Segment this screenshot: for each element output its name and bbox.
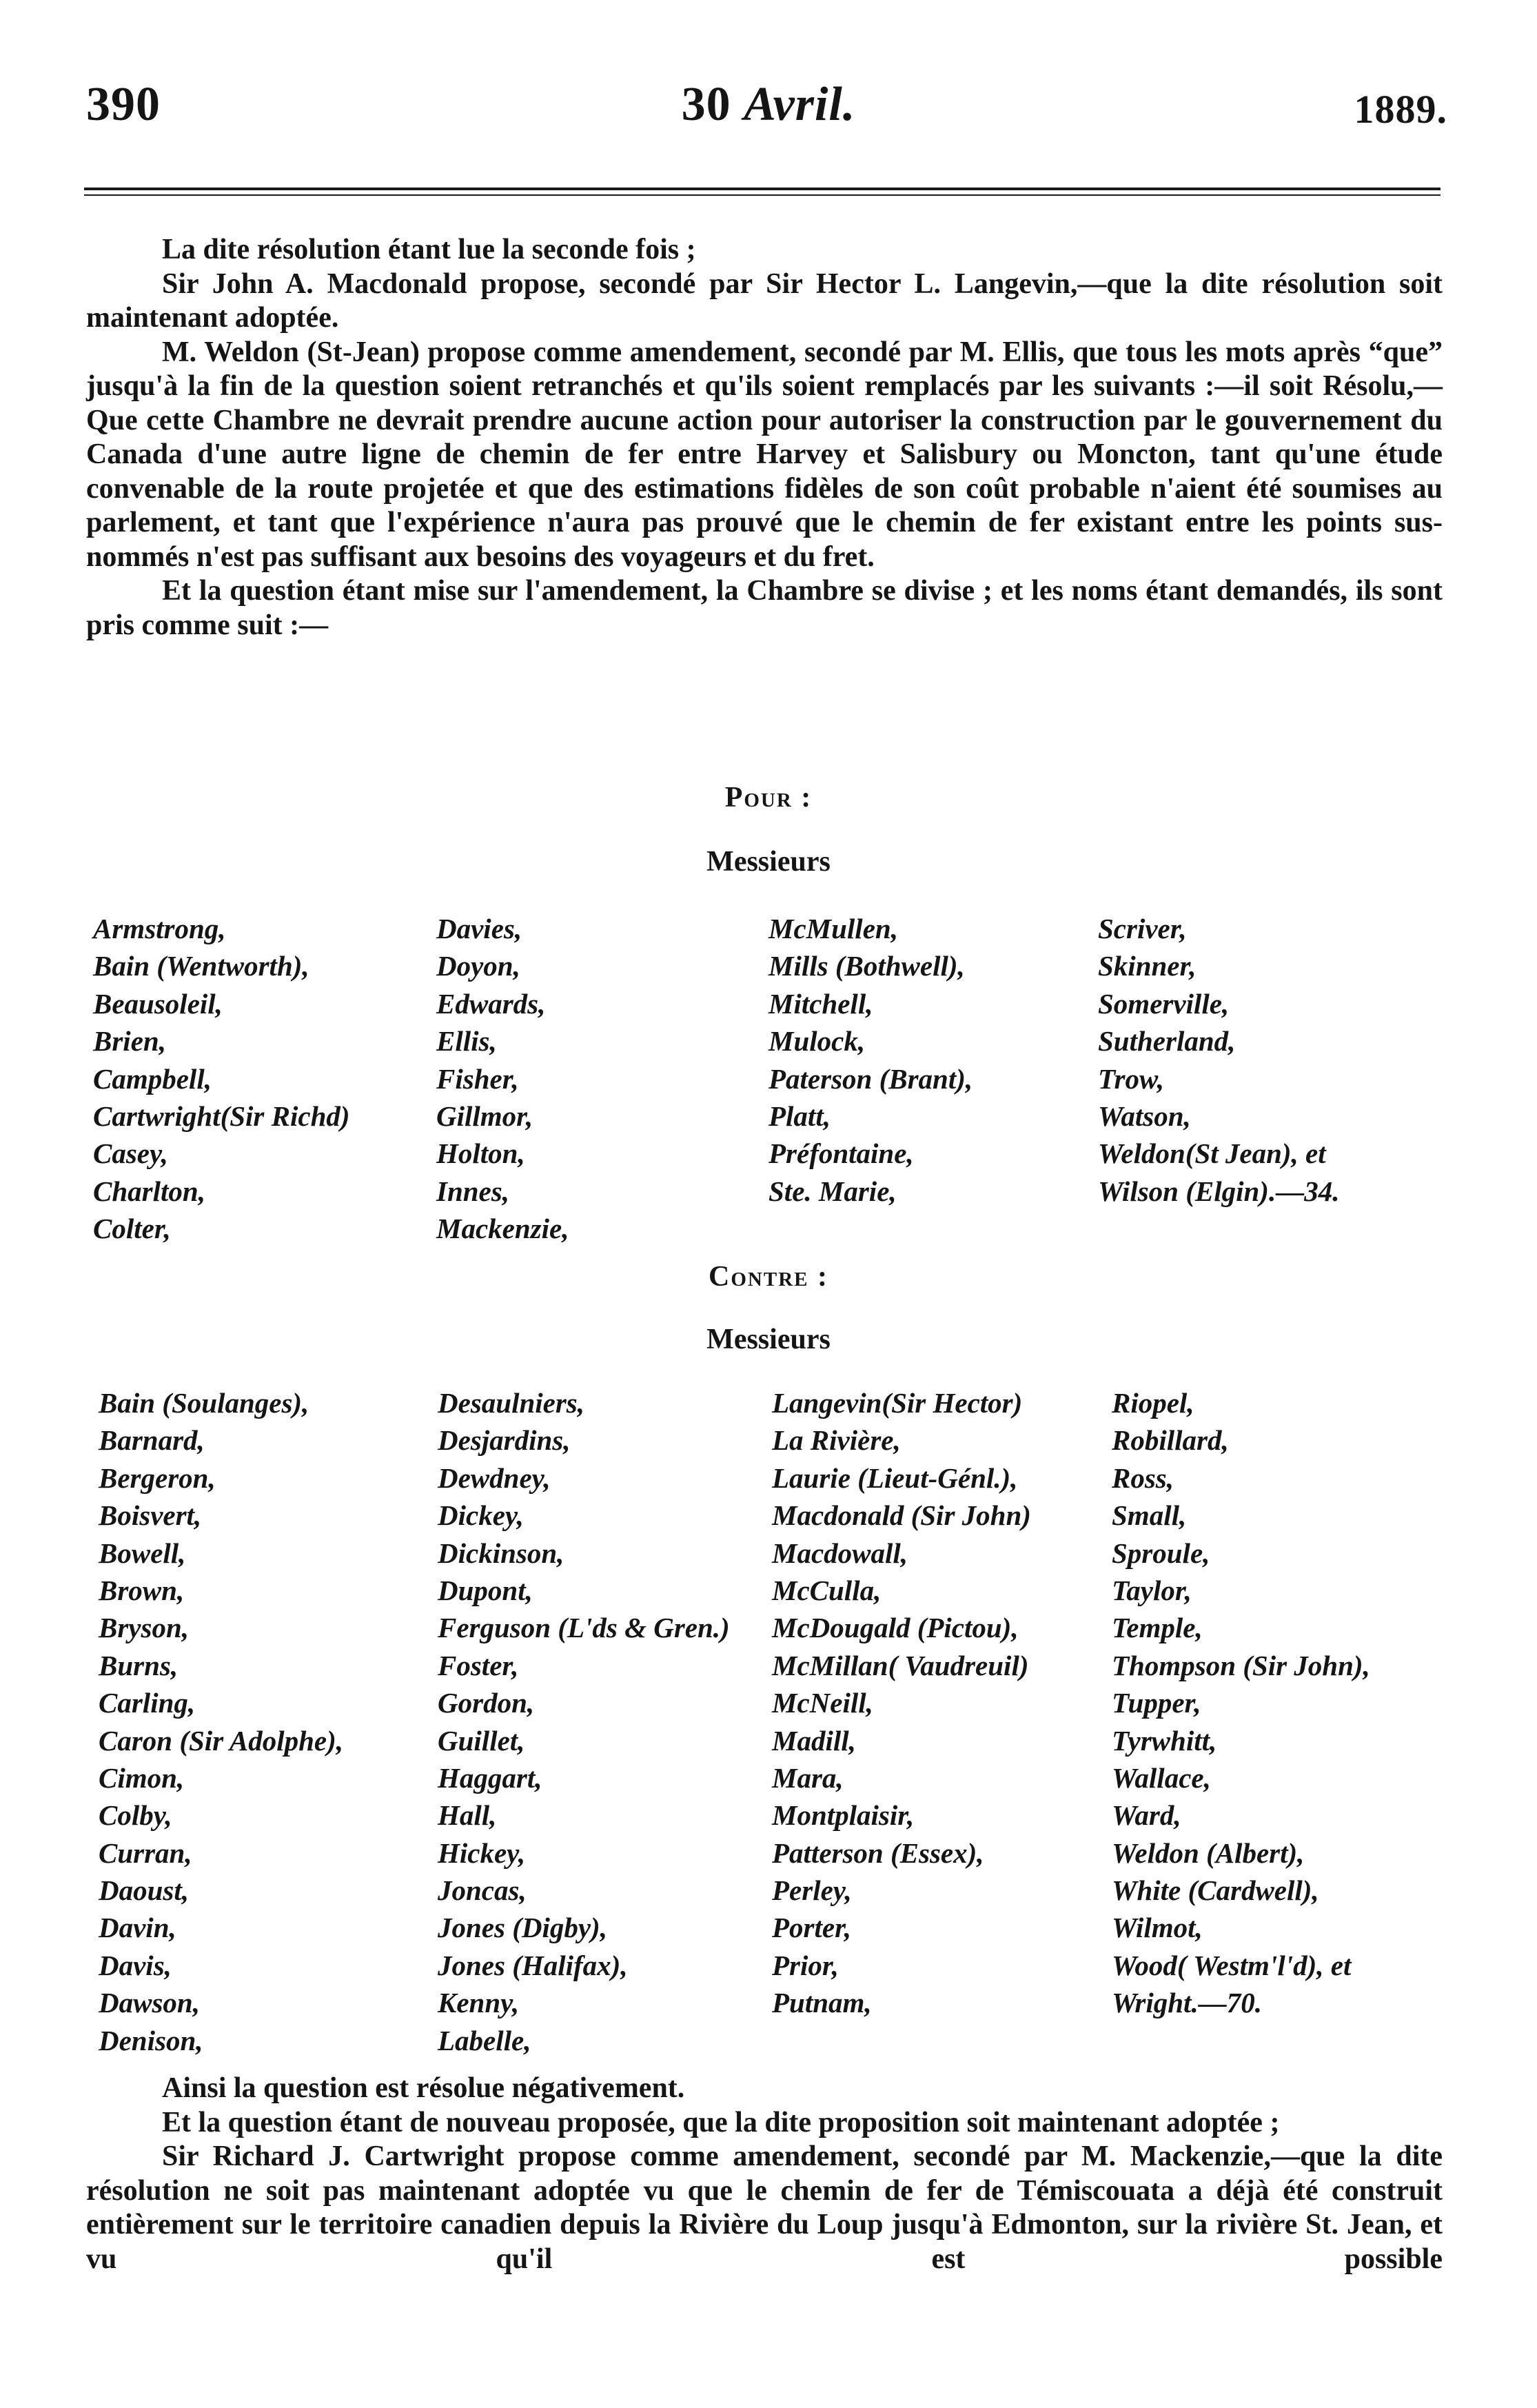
member-name: Davis, bbox=[99, 1949, 172, 1981]
paragraph: M. Weldon (St-Jean) propose comme amendement, secondé par M. Ellis, que tous les mots après “que” jusqu'à la fin de la question soient retranchés et qu'ils soient remplacés par les suivants :—il soit Résolu,—Que cette Chambre ne devrait prendre aucune action pour autoriser la construction par le gouvernement du Canada d'une autre ligne de chemin de fer entre Harvey et Salisbury ou Moncton, tant qu'une étude convenable de la route projetée et que des estimations fidèles de son coût probable n'aient été soumises au parlement, et tant que l'expérience n'aura pas prouvé que le chemin de fer existant entre les points sus-nommés n'est pas suffisant aux besoins des voyageurs et du fret. bbox=[86, 336, 1443, 573]
member-name: Riopel, bbox=[1112, 1387, 1194, 1419]
member-name: Dickey, bbox=[438, 1499, 524, 1532]
member-name: Edwards, bbox=[436, 987, 546, 1020]
member-name: Hickey, bbox=[438, 1837, 526, 1869]
contre-column bbox=[99, 1384, 343, 2059]
contre-heading: Contre : bbox=[709, 1261, 828, 1293]
member-name: Wilson (Elgin).—34. bbox=[1098, 1175, 1340, 1207]
member-name: Platt, bbox=[768, 1100, 831, 1132]
member-name: Wilmot, bbox=[1112, 1912, 1203, 1944]
member-name: Bryson, bbox=[99, 1612, 190, 1644]
member-name: Wood( Westm'l'd), et bbox=[1112, 1949, 1352, 1981]
member-name: Macdonald (Sir John) bbox=[772, 1499, 1031, 1532]
header-rule bbox=[84, 188, 1441, 190]
member-name: Langevin(Sir Hector) bbox=[772, 1387, 1023, 1419]
member-name: Joncas, bbox=[438, 1874, 527, 1907]
member-name: Watson, bbox=[1098, 1100, 1191, 1132]
member-name: Perley, bbox=[772, 1874, 852, 1907]
header-rule-thin bbox=[84, 194, 1441, 196]
member-name: Prior, bbox=[772, 1949, 839, 1981]
member-name: Holton, bbox=[436, 1137, 525, 1170]
member-name: Labelle, bbox=[438, 2024, 531, 2056]
pour-column bbox=[93, 910, 350, 1248]
member-name: Barnard, bbox=[99, 1424, 205, 1457]
member-name: Bain (Soulanges), bbox=[99, 1387, 309, 1419]
member-name: Ward, bbox=[1112, 1799, 1181, 1832]
member-name: Mara, bbox=[772, 1761, 844, 1794]
page-number: 390 bbox=[86, 78, 161, 131]
member-name: Ferguson (L'ds & Gren.) bbox=[438, 1612, 730, 1644]
member-name: Madill, bbox=[772, 1724, 856, 1757]
member-name: Haggart, bbox=[438, 1761, 542, 1794]
member-name: Jones (Halifax), bbox=[438, 1949, 628, 1981]
pour-column bbox=[1098, 910, 1339, 1210]
member-name: Guillet, bbox=[438, 1724, 525, 1757]
member-name: Armstrong, bbox=[93, 913, 226, 944]
member-name: McMillan( Vaudreuil) bbox=[772, 1649, 1029, 1681]
member-name: Carling, bbox=[99, 1687, 196, 1719]
member-name: La Rivière, bbox=[772, 1424, 901, 1457]
contre-column bbox=[772, 1384, 1031, 2022]
member-name: Taylor, bbox=[1112, 1574, 1192, 1606]
member-name: Brown, bbox=[99, 1574, 185, 1606]
member-name: Wright.—70. bbox=[1112, 1987, 1262, 2019]
paragraph: Sir John A. Macdonald propose, secondé par Sir Hector L. Langevin,—que la dite résolution soit maintenant adoptée. bbox=[86, 267, 1443, 334]
member-name: Daoust, bbox=[99, 1874, 190, 1907]
member-name: Gordon, bbox=[438, 1687, 535, 1719]
member-name: Mills (Bothwell), bbox=[768, 950, 965, 982]
contre-subheading: Messieurs bbox=[706, 1324, 831, 1355]
member-name: Colter, bbox=[93, 1213, 171, 1245]
member-name: Sproule, bbox=[1112, 1537, 1210, 1569]
member-name: Thompson (Sir John), bbox=[1112, 1649, 1370, 1681]
member-name: Bowell, bbox=[99, 1537, 186, 1569]
member-name: McNeill, bbox=[772, 1687, 873, 1719]
member-name: Fisher, bbox=[436, 1062, 519, 1095]
member-name: Patterson (Essex), bbox=[772, 1837, 984, 1869]
member-name: Paterson (Brant), bbox=[768, 1062, 973, 1095]
member-name: Boisvert, bbox=[99, 1499, 202, 1532]
member-name: Colby, bbox=[99, 1799, 172, 1832]
member-name: Casey, bbox=[93, 1137, 168, 1170]
member-name: Wallace, bbox=[1112, 1761, 1211, 1794]
member-name: Scriver, bbox=[1098, 913, 1187, 944]
member-name: Davies, bbox=[436, 913, 522, 944]
member-name: McMullen, bbox=[768, 913, 898, 944]
paragraph: La dite résolution étant lue la seconde fois ; bbox=[162, 234, 696, 265]
closing-paragraphs bbox=[86, 2072, 1443, 2276]
member-name: Préfontaine, bbox=[768, 1137, 914, 1170]
member-name: Campbell, bbox=[93, 1062, 212, 1095]
member-name: Gillmor, bbox=[436, 1100, 533, 1132]
member-name: Putnam, bbox=[772, 1987, 872, 2019]
member-name: Tupper, bbox=[1112, 1687, 1201, 1719]
member-name: Doyon, bbox=[436, 950, 520, 982]
member-name: Montplaisir, bbox=[772, 1799, 915, 1832]
member-name: Laurie (Lieut-Génl.), bbox=[772, 1461, 1018, 1494]
member-name: Cartwright(Sir Richd) bbox=[93, 1100, 350, 1132]
member-name: Bain (Wentworth), bbox=[93, 950, 309, 982]
member-name: Mulock, bbox=[768, 1025, 866, 1058]
pour-column bbox=[436, 910, 569, 1248]
member-name: Foster, bbox=[438, 1649, 519, 1681]
member-name: McDougald (Pictou), bbox=[772, 1612, 1019, 1644]
page-year: 1889. bbox=[1354, 87, 1447, 132]
member-name: Beausoleil, bbox=[93, 987, 223, 1020]
pour-subheading: Messieurs bbox=[706, 846, 831, 878]
member-name: Trow, bbox=[1098, 1062, 1165, 1095]
member-name: Desaulniers, bbox=[438, 1387, 585, 1419]
member-name: Robillard, bbox=[1112, 1424, 1229, 1457]
member-name: Tyrwhitt, bbox=[1112, 1724, 1217, 1757]
member-name: Ste. Marie, bbox=[768, 1175, 897, 1207]
member-name: Charlton, bbox=[93, 1175, 205, 1207]
member-name: Dewdney, bbox=[438, 1461, 551, 1494]
member-name: Hall, bbox=[438, 1799, 497, 1832]
member-name: Caron (Sir Adolphe), bbox=[99, 1724, 344, 1757]
date-month: Avril. bbox=[744, 78, 856, 131]
member-name: Desjardins, bbox=[438, 1424, 571, 1457]
paragraph: Ainsi la question est résolue négativement. bbox=[162, 2072, 685, 2104]
member-name: Macdowall, bbox=[772, 1537, 908, 1569]
pour-column bbox=[768, 910, 973, 1210]
member-name: Jones (Digby), bbox=[438, 1912, 607, 1944]
member-name: Curran, bbox=[99, 1837, 192, 1869]
pour-heading: Pour : bbox=[724, 782, 813, 813]
member-name: McCulla, bbox=[772, 1574, 882, 1606]
member-name: Ellis, bbox=[436, 1025, 497, 1058]
member-name: Skinner, bbox=[1098, 950, 1197, 982]
member-name: Bergeron, bbox=[99, 1461, 216, 1494]
member-name: Small, bbox=[1112, 1499, 1187, 1532]
member-name: Kenny, bbox=[438, 1987, 520, 2019]
contre-column bbox=[1112, 1384, 1370, 2022]
member-name: Mitchell, bbox=[768, 987, 873, 1020]
contre-column bbox=[438, 1384, 730, 2059]
member-name: Temple, bbox=[1112, 1612, 1203, 1644]
member-name: Porter, bbox=[772, 1912, 852, 1944]
member-name: Weldon(St Jean), et bbox=[1098, 1137, 1326, 1170]
member-name: Denison, bbox=[99, 2024, 203, 2056]
member-name: Dupont, bbox=[438, 1574, 533, 1606]
paragraph: Et la question étant de nouveau proposée, que la dite proposition soit maintenant adoptée ; bbox=[162, 2106, 1280, 2138]
member-name: Sutherland, bbox=[1098, 1025, 1236, 1058]
date-day: 30 bbox=[681, 78, 731, 131]
member-name: Mackenzie, bbox=[436, 1213, 569, 1245]
member-name: Davin, bbox=[99, 1912, 176, 1944]
page-date bbox=[0, 77, 1537, 132]
member-name: Ross, bbox=[1112, 1461, 1174, 1494]
paragraph: Sir Richard J. Cartwright propose comme amendement, secondé par M. Mackenzie,—que la dite résolution ne soit pas maintenant adoptée vu que le chemin de fer de Témiscouata a déjà été construit entièrement sur le territoire canadien depuis la Rivière du Loup jusqu'à Edmonton, sur la rivière St. Jean, et vu qu'il est possible bbox=[86, 2141, 1443, 2275]
intro-paragraphs bbox=[86, 233, 1443, 643]
paragraph: Et la question étant mise sur l'amendement, la Chambre se divise ; et les noms étant demandés, ils sont pris comme suit :— bbox=[86, 575, 1443, 641]
member-name: Cimon, bbox=[99, 1761, 185, 1794]
member-name: Somerville, bbox=[1098, 987, 1230, 1020]
member-name: Weldon (Albert), bbox=[1112, 1837, 1305, 1869]
member-name: Innes, bbox=[436, 1175, 509, 1207]
member-name: White (Cardwell), bbox=[1112, 1874, 1319, 1907]
member-name: Dickinson, bbox=[438, 1537, 564, 1569]
member-name: Dawson, bbox=[99, 1987, 200, 2019]
member-name: Burns, bbox=[99, 1649, 179, 1681]
member-name: Brien, bbox=[93, 1025, 166, 1058]
